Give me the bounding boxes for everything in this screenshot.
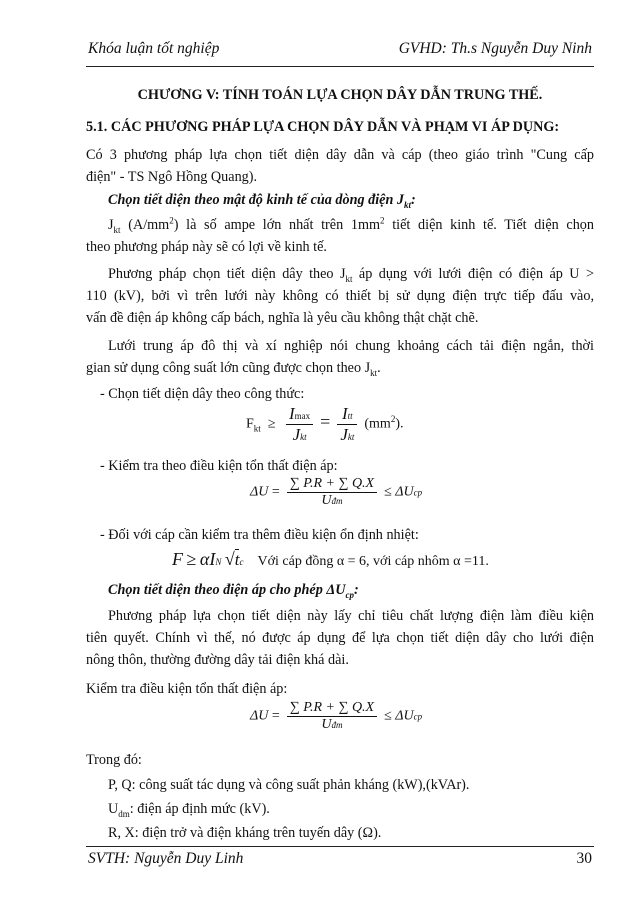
list-item-formula: - Chọn tiết diện dây theo công thức: <box>100 386 305 402</box>
fraction-voltage-loss: $\frac{\sum P.R + \sum Q.X}{\text{Uđm}}$ <box>287 476 377 509</box>
paragraph-line: theo phương pháp này sẽ có lợi về kinh tế. <box>86 239 327 255</box>
paragraph-line: $J_{kt}$ $(A/mm^2)$ là số ampe lớn nhất trên $1mm^2$ tiết diện kinh tế. Tiết diện chọn <box>108 215 594 235</box>
footer-rule <box>86 846 594 847</box>
definitions <box>86 774 594 844</box>
paragraph-line: gian sử dụng công suất lớn cũng được chọn theo $J_{kt}$. <box>86 360 381 378</box>
equation-voltage-loss: ΔU = $\frac{\sum P.R + \sum Q.X}{\text{Uđm}}$ ≤ ΔUcp <box>250 476 423 508</box>
paragraph-urban <box>86 335 594 379</box>
subheading-allowed-voltage: Chọn tiết diện theo điện áp cho phép $\Delta U_{cp}$: <box>108 582 359 600</box>
header-right: GVHD: Th.s Nguyễn Duy Ninh <box>398 40 592 57</box>
intro-line: điện" - TS Ngô Hồng Quang). <box>86 169 258 185</box>
header-rule <box>86 66 594 67</box>
check-condition: Kiểm tra điều kiện tổn thất điện áp: <box>86 681 288 697</box>
page-number: 30 <box>576 850 592 867</box>
equation-thermal: F ≥ αIN √tc Với cáp đồng α = 6, với cáp nhôm α =11. <box>172 549 489 569</box>
intro-line: Có 3 phương pháp lựa chọn tiết diện dây dẫn và cáp (theo giáo trình "Cung cấp <box>86 147 594 163</box>
paragraph-line: Phương pháp lựa chọn tiết diện này lấy chỉ tiêu chất lượng điện làm điều kiện <box>108 608 594 624</box>
paragraph-line: Lưới trung áp đô thị và xí nghiệp nói chung khoảng cách tải điện ngắn, thời <box>108 338 594 354</box>
list-item-voltage-loss: - Kiểm tra theo điều kiện tổn thất điện áp: <box>100 458 338 474</box>
section-title: 5.1. CÁC PHƯƠNG PHÁP LỰA CHỌN DÂY DẪN VÀ PHẠM VI ÁP DỤNG: <box>86 119 560 135</box>
fraction-imax-jkt: $\frac{Imax}{\text{Jkt}}$ <box>286 404 313 445</box>
definition-udm: $U_{dm}$: điện áp định mức (kV). <box>108 801 270 819</box>
paragraph-line: nông thôn, thường đường dây tải điện khá dài. <box>86 652 349 668</box>
equation-fkt: $F_{kt}$ ≥ $\frac{Imax}{\text{Jkt}}$ = $\frac{\text{Itt}}{\text{Jkt}}$ $(mm^2)$. <box>246 404 404 444</box>
where-label: Trong đó: <box>86 752 142 768</box>
chapter-title: CHƯƠNG V: TÍNH TOÁN LỰA CHỌN DÂY DẪN TRUNG THẾ. <box>137 87 543 103</box>
paragraph-jkt <box>86 214 594 258</box>
equation-voltage-loss-2: ΔU = $\frac{\sum P.R + \sum Q.X}{\text{Uđm}}$ ≤ ΔUcp <box>250 700 423 732</box>
paragraph-method <box>86 263 594 329</box>
header-left: Khóa luận tốt nghiệp <box>88 40 220 57</box>
footer-left: SVTH: Nguyễn Duy Linh <box>88 850 244 867</box>
fraction-voltage-loss-2: $\frac{\sum P.R + \sum Q.X}{\text{Uđm}}$ <box>287 700 377 733</box>
definition-pq: P, Q: công suất tác dụng và công suất phản kháng (kW),(kVAr). <box>108 777 470 793</box>
page-header <box>88 40 592 64</box>
paragraph-line: 110 (kV), bởi vì trên lưới này không có thiết bị sử dụng điện trực tiếp đấu vào, <box>86 288 594 304</box>
definition-rx: R, X: điện trở và điện kháng trên tuyến dây (Ω). <box>108 825 382 841</box>
paragraph-line: tiên quyết. Chính vì thế, nó được áp dụng để lựa chọn tiết diện dây cho lưới điện <box>86 630 594 646</box>
paragraph-line: vấn đề điện áp không cấp bách, nghĩa là yêu cầu không thật chặt chẽ. <box>86 310 479 326</box>
list-item-thermal: - Đối với cáp cần kiểm tra thêm điều kiện ổn định nhiệt: <box>100 527 419 543</box>
paragraph-line: Phương pháp chọn tiết diện dây theo $J_{kt}$ áp dụng với lưới điện có điện áp U > <box>108 266 594 284</box>
fraction-itt-jkt: $\frac{\text{Itt}}{\text{Jkt}}$ <box>337 404 357 445</box>
subheading-economic-density: Chọn tiết diện theo mật độ kinh tế của dòng điện $J_{kt}$: <box>108 192 416 210</box>
intro-paragraph <box>86 144 594 188</box>
paragraph-rural <box>86 605 594 671</box>
